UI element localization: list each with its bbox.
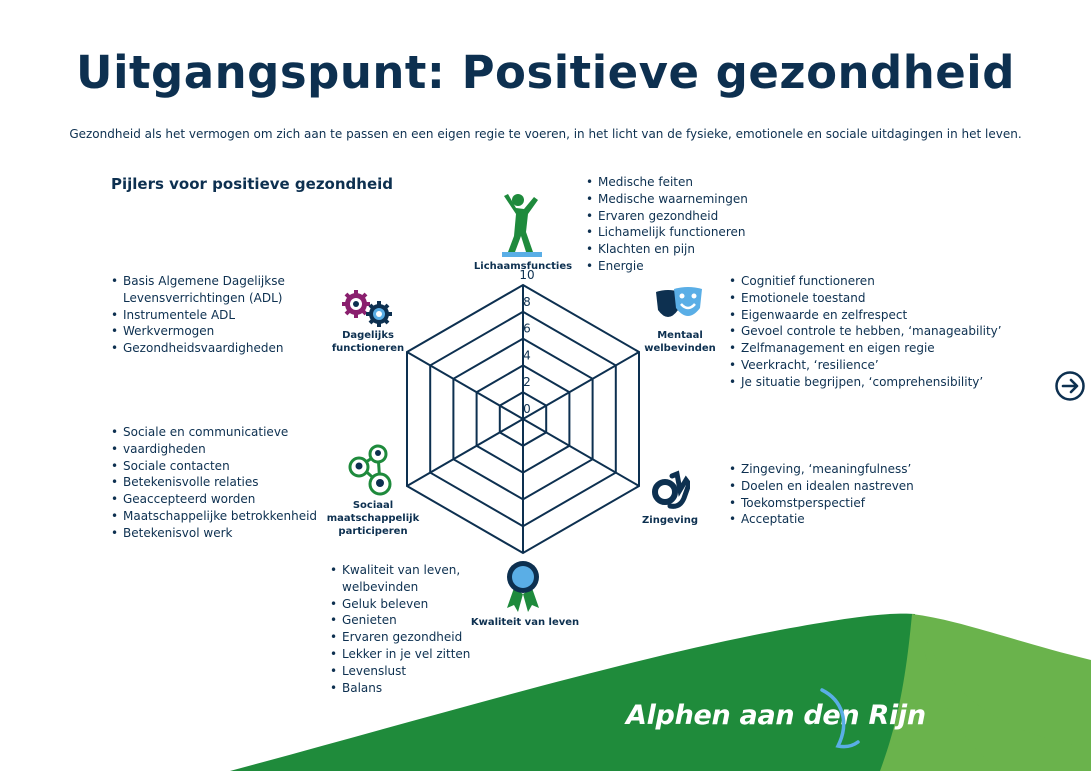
list-item: • Zingeving, ‘meaningfulness’: [729, 461, 914, 478]
list-item: • Kwaliteit van leven,: [330, 562, 470, 579]
list-item: Levensverrichtingen (ADL): [123, 290, 283, 305]
radar-tick-label: 0: [523, 402, 531, 416]
pillar-label-line: maatschappelijk: [326, 513, 420, 524]
list-item: • Maatschappelijke betrokkenheid: [111, 508, 317, 525]
page-title: Uitgangspunt: Positieve gezondheid: [76, 46, 1015, 99]
list-item: • Energie: [586, 258, 748, 275]
list-item: • Doelen en idealen nastreven: [729, 478, 914, 495]
list-item: • Genieten: [330, 612, 470, 629]
section-title: Pijlers voor positieve gezondheid: [111, 175, 394, 193]
list-item: • Betekenisvol werk: [111, 525, 317, 542]
list-item: • Veerkracht, ‘resilience’: [729, 357, 1002, 374]
list-item: • vaardigheden: [111, 441, 317, 458]
list-item: • Lekker in je vel zitten: [330, 646, 470, 663]
logo-text-rijn: Rijn: [868, 700, 926, 731]
pillar-label-zingeving: Zingeving: [642, 515, 698, 526]
list-item: • Betekenisvolle relaties: [111, 474, 317, 491]
radar-tick-label: 2: [523, 375, 531, 390]
radar-tick-label: 8: [523, 294, 531, 309]
radar-tick-label: 10: [519, 268, 535, 282]
list-item: • Je situatie begrijpen, ‘comprehensibility’: [729, 374, 1002, 391]
list-item: • Klachten en pijn: [586, 241, 748, 258]
list-item: • Basis Algemene Dagelijkse: [111, 273, 285, 290]
list-item: • Medische feiten: [586, 174, 748, 191]
list-item: welbevinden: [342, 579, 419, 594]
list-item: • Zelfmanagement en eigen regie: [729, 340, 1002, 357]
pillar-label-line: Mentaal: [657, 330, 703, 341]
pillar-label-line: Dagelijks: [342, 330, 394, 341]
radar-tick-label: 6: [523, 321, 531, 336]
list-item: • Werkvermogen: [111, 323, 285, 340]
list-item: • Acceptatie: [729, 511, 914, 528]
pillar-label-lichaamsfuncties: Lichaamsfuncties: [473, 261, 573, 272]
list-item: • Ervaren gezondheid: [586, 208, 748, 225]
list-item: • Cognitief functioneren: [729, 273, 1002, 290]
list-item: • Ervaren gezondheid: [330, 629, 470, 646]
list-item: • Instrumentele ADL: [111, 307, 285, 324]
list-item: • Levenslust: [330, 663, 470, 680]
list-item: • Sociale contacten: [111, 458, 317, 475]
list-item: • Geaccepteerd worden: [111, 491, 317, 508]
radar-tick-label: 4: [523, 348, 531, 363]
list-item: • Emotionele toestand: [729, 290, 1002, 307]
pillar-label-kwaliteit: Kwaliteit van leven: [470, 617, 580, 628]
list-item: • Lichamelijk functioneren: [586, 224, 748, 241]
list-item: • Medische waarnemingen: [586, 191, 748, 208]
pillar-label-line: welbevinden: [644, 343, 716, 354]
list-item: • Geluk beleven: [330, 596, 470, 613]
list-item: • Toekomstperspectief: [729, 495, 914, 512]
list-item: • Gevoel controle te hebben, ‘manageability’: [729, 323, 1002, 340]
pillar-label-line: functioneren: [331, 343, 405, 354]
list-item: • Gezondheidsvaardigheden: [111, 340, 285, 357]
page-subtitle: Gezondheid als het vermogen om zich aan te passen en een eigen regie te voeren, in het licht van de fysieke, emotionele en sociale uitdagingen in het leven.: [69, 127, 1022, 141]
list-item: • Eigenwaarde en zelfrespect: [729, 307, 1002, 324]
pillar-label-line: participeren: [338, 526, 408, 537]
logo-text: Alphen aan den: [626, 700, 869, 731]
list-item: • Balans: [330, 680, 470, 697]
list-item: • Sociale en communicatieve: [111, 424, 317, 441]
pillar-label-line: Sociaal: [352, 500, 394, 511]
